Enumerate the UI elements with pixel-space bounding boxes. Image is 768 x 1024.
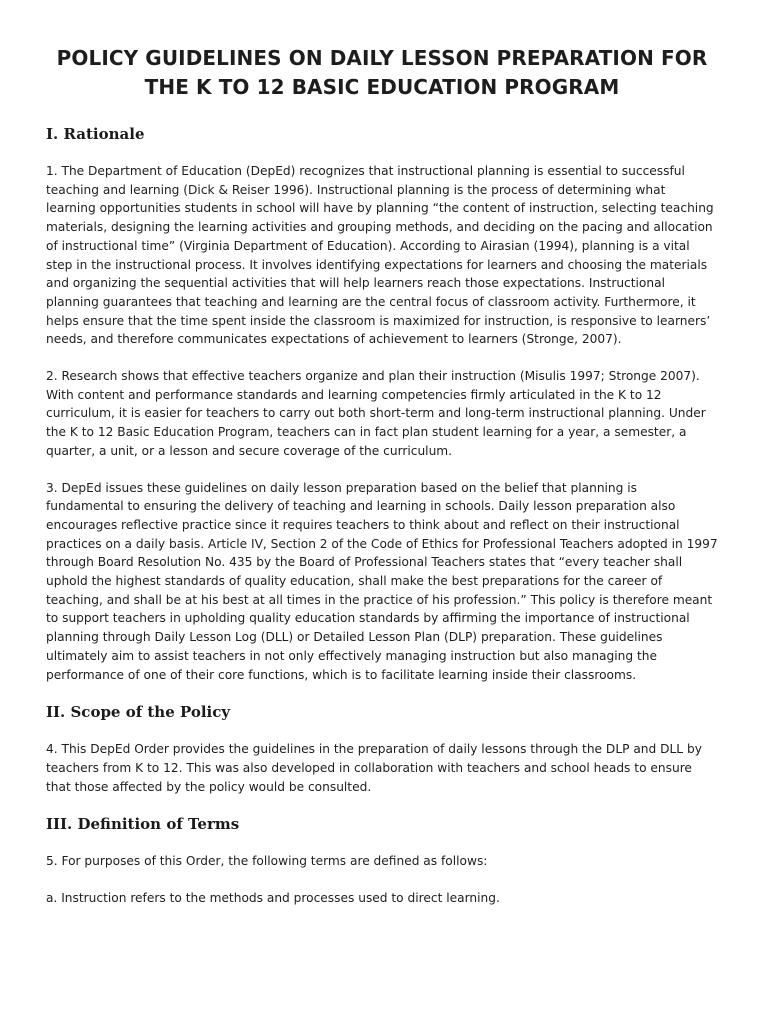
paragraph-5: 5. For purposes of this Order, the following terms are defined as follows: [46,854,488,869]
paragraph-1: 1. The Department of Education (DepEd) recognizes that instructional planning is essential to successful teaching and learning (Dick & Reiser 1996). Instructional planning is the process of determining what learning opportunities students in school will have by planning “the content of instruction, selecting teaching materials, designing the learning activities and grouping methods, and deciding on the pacing and allocation of instructional time” (Virginia Department of Education). According to Airasian (1994), planning is a vital step in the instructional process. It involves identifying expectations for learners and choosing the materials and organizing the sequential activities that will help learners reach those expectations. Instructional planning guarantees that teaching and learning are the central focus of classroom activity. Furthermore, it helps ensure that the time spent inside the classroom is maximized for instruction, is responsive to learners’ needs, and therefore communicates expectations of achievement to learners (Stronge, 2007). [46,164,714,347]
section-scope [46,702,718,796]
document-title [46,44,718,102]
document-title-line-2: THE K TO 12 BASIC EDUCATION PROGRAM [144,75,620,99]
paragraph-2: 2. Research shows that effective teachers organize and plan their instruction (Misulis 1997; Stronge 2007). With content and performance standards and learning competencies firmly articulated in the K to 12 curriculum, it is easier for teachers to carry out both short-term and long-term instructional planning. Under the K to 12 Basic Education Program, teachers can in fact plan student learning for a year, a semester, a quarter, a unit, or a lesson and secure coverage of the curriculum. [46,369,706,458]
paragraph-4: 4. This DepEd Order provides the guidelines in the preparation of daily lessons through the DLP and DLL by teachers from K to 12. This was also developed in collaboration with teachers and school heads to ensure that those affected by the policy would be consulted. [46,742,702,794]
section-definitions [46,814,718,907]
paragraph-3: 3. DepEd issues these guidelines on daily lesson preparation based on the belief that planning is fundamental to ensuring the delivery of teaching and learning in schools. Daily lesson preparation also encourages reflective practice since it requires teachers to think about and reflect on their instructional practices on a daily basis. Article IV, Section 2 of the Code of Ethics for Professional Teachers adopted in 1997 through Board Resolution No. 435 by the Board of Professional Teachers states that “every teacher shall uphold the highest standards of quality education, shall make the best preparations for the career of teaching, and shall be at his best at all times in the practice of his profession.” This policy is therefore meant to support teachers in upholding quality education standards by affirming the importance of instructional planning through Daily Lesson Log (DLL) or Detailed Lesson Plan (DLP) preparation. These guidelines ultimately aim to assist teachers in not only effectively managing instruction but also managing the performance of one of their core functions, which is to facilitate learning inside their classrooms. [46,480,718,682]
section-heading-definitions: III. Definition of Terms [46,815,240,834]
section-heading-rationale: I. Rationale [46,125,145,143]
definition-item-a: a. Instruction refers to the methods and processes used to direct learning. [46,891,500,906]
section-heading-scope: II. Scope of the Policy [46,703,231,722]
section-rationale [46,124,718,684]
document-title-line-1: POLICY GUIDELINES ON DAILY LESSON PREPARATION FOR [56,46,708,70]
